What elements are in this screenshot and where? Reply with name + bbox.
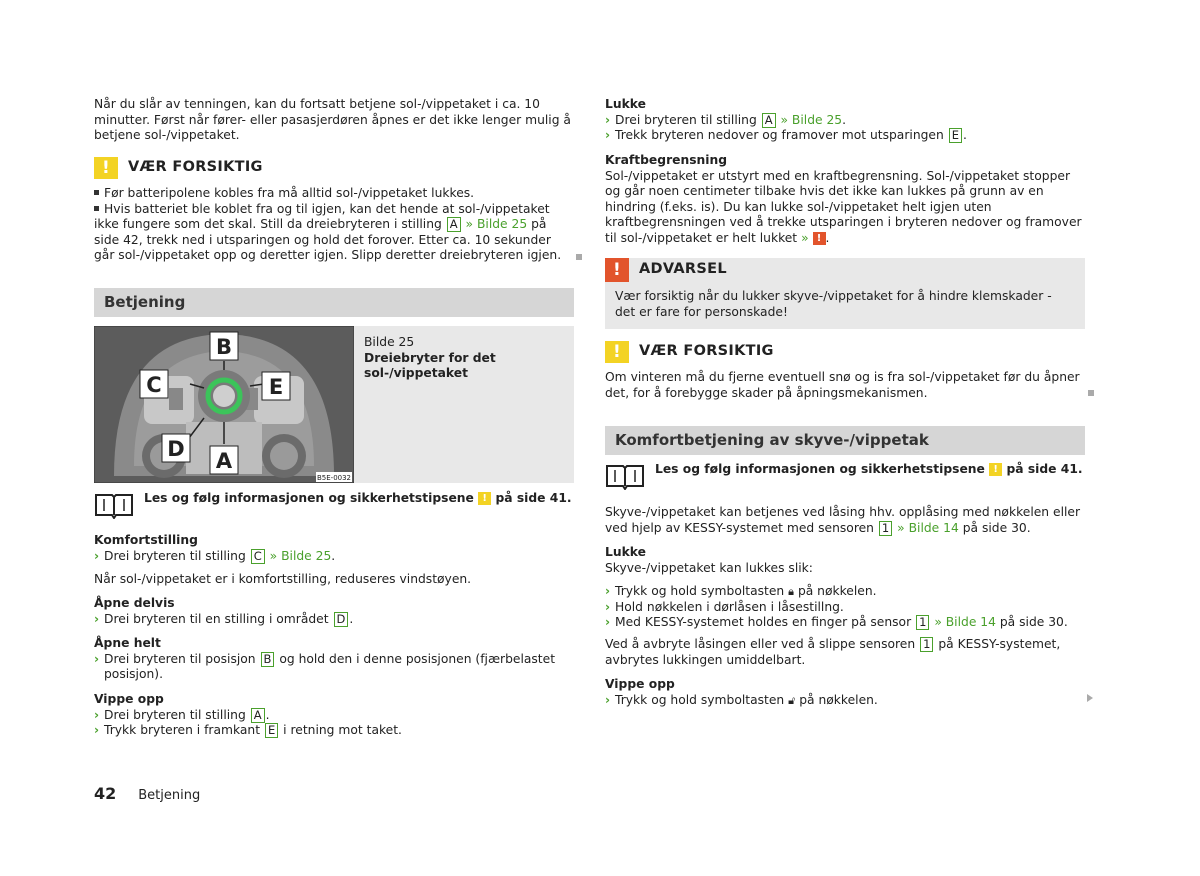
arrow-icon: › xyxy=(94,707,100,722)
caution-heading: ! VÆR FORSIKTIG xyxy=(605,341,1085,363)
position-box: B xyxy=(261,652,275,667)
arrow-icon: › xyxy=(605,615,611,629)
step: › Med KESSY-systemet holdes en finger på sensor 1 » Bilde 14 på side 30. xyxy=(605,615,1068,629)
warning-box: ! ADVARSEL Vær forsiktig når du lukker skyve-/vippetaket for å hindre klemskader - det er fare for personskade! xyxy=(605,258,1085,329)
figure-link[interactable]: » Bilde 14 xyxy=(934,615,996,629)
step: › Trekk bryteren nedover og framover mot utsparingen E . xyxy=(605,128,967,142)
komfort-intro: Skyve-/vippetaket kan betjenes ved låsing hhv. opplåsing med nøkkelen eller ved hjelp av KESSY-systemet med sensoren 1 » Bilde 14 på side 30. xyxy=(605,505,1081,535)
position-box: A xyxy=(251,708,265,723)
sensor-box: 1 xyxy=(920,637,933,652)
caution-item: Før batteripolene kobles fra må alltid sol-/vippetaket lukkes. xyxy=(94,186,574,202)
vippe2-section: Vippe opp › Trykk og hold symboltasten 🔓︎ på nøkkelen. xyxy=(605,677,1085,708)
position-box: A xyxy=(447,217,461,232)
arrow-icon: › xyxy=(605,128,611,142)
roof-switch-illustration xyxy=(94,326,354,483)
read-note: Les og følg informasjonen og sikkerhetstipsene ! på side 41. xyxy=(605,462,1085,490)
step: › Drei bryteren til stilling A . xyxy=(94,707,270,722)
step: › Drei bryteren til en stilling i området D . xyxy=(94,611,354,626)
label-B: B xyxy=(215,335,233,359)
figure-number: Bilde 25 xyxy=(364,335,415,349)
label-C: C xyxy=(146,373,162,397)
kraft-section: Kraftbegrensning Sol-/vippetaket er utstyrt med en kraftbegrensning. Sol-/vippetaket stopper og går noen centimeter tilbake hvis det ikke kan lukkes på grunn av en hindring (f.eks. is). Du kan lukke sol-/vippetaket helt igjen uten kraftbegrensningen ved å trekke utsparingen i bryteren nedover og framover til sol-/vippetaket er helt lukket » ! . xyxy=(605,153,1082,245)
position-box: E xyxy=(949,128,962,143)
section-heading-komfortbetjening: Komfortbetjening av skyve-/vippetak xyxy=(605,426,1085,455)
page-number: 42 xyxy=(94,784,117,803)
sensor-box: 1 xyxy=(879,521,892,536)
komfort-section: Komfortstilling › Drei bryteren til stilling C » Bilde 25. Når sol-/vippetaket er i komfortstilling, reduseres vindstøyen. xyxy=(94,533,574,588)
end-marker xyxy=(576,254,582,260)
label-E: E xyxy=(268,375,284,399)
arrow-icon: › xyxy=(605,584,611,598)
warning-icon: ! xyxy=(478,492,491,505)
arrow-icon: › xyxy=(94,723,100,737)
caution-box-2: ! VÆR FORSIKTIG Om vinteren må du fjerne eventuell snø og is fra sol-/vippetaket før du åpner det, for å forebygge skader på åpningsmekanismen. xyxy=(605,341,1085,401)
label-A: A xyxy=(215,449,233,473)
figure-25 xyxy=(94,326,574,483)
danger-icon: ! xyxy=(813,232,826,245)
figure-link[interactable]: » Bilde 14 xyxy=(897,520,959,535)
unlock-key-icon: 🔓︎ xyxy=(788,693,796,707)
avbryt-paragraph: Ved å avbryte låsingen eller ved å slippe sensoren 1 på KESSY-systemet, avbrytes lukkingen umiddelbart. xyxy=(605,637,1061,667)
bullet-square-icon xyxy=(94,190,99,195)
label-D: D xyxy=(167,437,185,461)
step: › Trykk bryteren i framkant E i retning mot taket. xyxy=(94,723,402,737)
arrow-icon: › xyxy=(605,599,611,614)
figure-caption-panel xyxy=(354,326,574,483)
read-note: Les og følg informasjonen og sikkerhetstipsene ! på side 41. xyxy=(94,491,574,519)
vippe-section: Vippe opp › Drei bryteren til stilling A . › Trykk bryteren i framkant E i retning mot taket. xyxy=(94,692,574,739)
warning-icon: ! xyxy=(94,157,118,179)
step: › Drei bryteren til stilling A » Bilde 25. xyxy=(605,112,847,127)
danger-icon: ! xyxy=(605,258,629,282)
warning-link[interactable]: » xyxy=(801,230,809,245)
figure-link[interactable]: » Bilde 25 xyxy=(269,548,332,563)
arrow-icon: › xyxy=(94,611,100,626)
section-heading-betjening: Betjening xyxy=(94,288,574,317)
position-box: A xyxy=(762,113,776,128)
caution-heading: ! VÆR FORSIKTIG xyxy=(94,157,574,179)
step: › Hold nøkkelen i dørlåsen i låsestillng. xyxy=(605,599,844,614)
arrow-icon: › xyxy=(605,692,611,707)
figure-code: B5E-0032 xyxy=(316,474,352,482)
arrow-icon: › xyxy=(94,548,100,563)
chapter-name: Betjening xyxy=(138,788,201,803)
lock-key-icon: 🔒︎ xyxy=(788,585,795,598)
figure-caption: Dreiebryter for det sol-/vippetaket xyxy=(364,350,496,380)
book-icon xyxy=(605,462,645,490)
helt-section: Åpne helt › Drei bryteren til posisjon B og hold den i denne posisjonen (fjærbelastet posisjon). xyxy=(94,636,574,683)
step: › Drei bryteren til posisjon B og hold den i denne posisjonen (fjærbelastet posisjon). xyxy=(94,651,556,681)
caution-item: Hvis batteriet ble koblet fra og til igjen, kan det hende at sol-/vippetaket ikke fungere som det skal. Still da dreiebryteren i stilling A » Bilde 25 på side 42, trekk ned i utsparingen og hold det forover. Etter ca. 10 sekunder går sol-/vippetaket opp og deretter igjen. Slipp deretter dreiebryteren igjen. xyxy=(94,201,562,262)
lukke-section: Lukke › Drei bryteren til stilling A » Bilde 25. › Trekk bryteren nedover og framover mot utsparingen E . xyxy=(605,97,1085,144)
warning-icon: ! xyxy=(989,463,1002,476)
warning-icon: ! xyxy=(605,341,629,363)
position-box: C xyxy=(251,549,265,564)
position-box: E xyxy=(265,723,278,738)
caution-box-1 xyxy=(94,157,574,264)
bullet-square-icon xyxy=(94,206,99,211)
sensor-box: 1 xyxy=(916,615,929,630)
page-footer xyxy=(94,786,200,804)
figure-link[interactable]: » Bilde 25 xyxy=(780,112,843,127)
step: › Trykk og hold symboltasten 🔓︎ på nøkkelen. xyxy=(605,692,878,707)
continue-arrow-icon xyxy=(1087,694,1093,702)
step: › Drei bryteren til stilling C » Bilde 25. xyxy=(94,548,336,563)
end-marker xyxy=(1088,390,1094,396)
delvis-section: Åpne delvis › Drei bryteren til en stilling i området D . xyxy=(94,596,574,627)
arrow-icon: › xyxy=(605,112,611,127)
lukke2-section: Lukke Skyve-/vippetaket kan lukkes slik: › Trykk og hold symboltasten 🔒︎ på nøkkelen. › Hold nøkkelen i dørlåsen i låsestillng. › Med KESSY-systemet holdes en finger på sensor 1 » Bilde 14 på side 30. xyxy=(605,545,1085,631)
position-box: D xyxy=(334,612,349,627)
intro-paragraph: Når du slår av tenningen, kan du fortsatt betjene sol-/vippetaket i ca. 10 minutter. Først når fører- eller pasasjerdøren åpnes er det ikke lenger mulig å betjene sol-/vippetaket. xyxy=(94,97,571,142)
step: › Trykk og hold symboltasten 🔒︎ på nøkkelen. xyxy=(605,584,877,598)
book-icon xyxy=(94,491,134,519)
warning-heading: ! ADVARSEL xyxy=(605,258,1085,282)
arrow-icon: › xyxy=(94,651,100,666)
figure-link[interactable]: » Bilde 25 xyxy=(465,217,528,231)
